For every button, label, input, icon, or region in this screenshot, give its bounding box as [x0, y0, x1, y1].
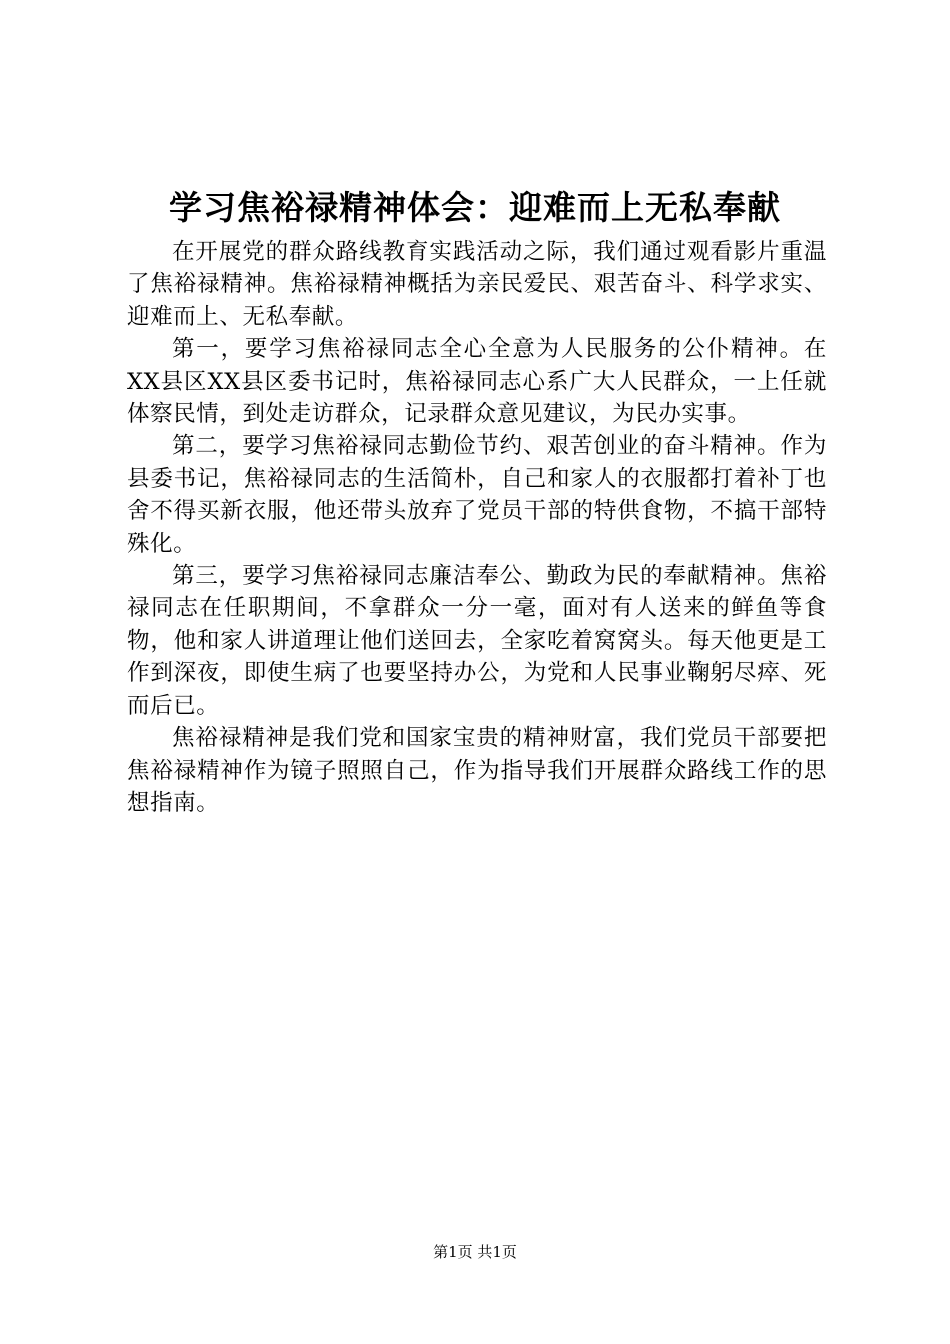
paragraph-conclusion: 焦裕禄精神是我们党和国家宝贵的精神财富，我们党员干部要把焦裕禄精神作为镜子照照自己，作为指导我们开展群众路线工作的思想指南。	[127, 725, 827, 816]
document-title: 学习焦裕禄精神体会：迎难而上无私奉献	[169, 188, 781, 227]
paragraph-second: 第二，要学习焦裕禄同志勤俭节约、艰苦创业的奋斗精神。作为县委书记，焦裕禄同志的生活简朴，自己和家人的衣服都打着补丁也舍不得买新衣服，他还带头放弃了党员干部的特供食物，不搞干部特殊化。	[127, 433, 827, 557]
paragraph-intro: 在开展党的群众路线教育实践活动之际，我们通过观看影片重温了焦裕禄精神。焦裕禄精神概括为亲民爱民、艰苦奋斗、科学求实、迎难而上、无私奉献。	[127, 239, 827, 330]
paragraph-first: 第一，要学习焦裕禄同志全心全意为人民服务的公仆精神。在XX县区XX县区委书记时，焦裕禄同志心系广大人民群众，一上任就体察民情，到处走访群众，记录群众意见建议，为民办实事。	[127, 336, 827, 428]
page-footer: 第1页 共1页	[433, 1243, 517, 1261]
document-body	[127, 236, 827, 819]
paragraph-third: 第三，要学习焦裕禄同志廉洁奉公、勤政为民的奉献精神。焦裕禄同志在任职期间，不拿群众一分一毫，面对有人送来的鲜鱼等食物，他和家人讲道理让他们送回去，全家吃着窝窝头。每天他更是工作到深夜，即使生病了也要坚持办公，为党和人民事业鞠躬尽瘁、死而后已。	[127, 563, 827, 719]
